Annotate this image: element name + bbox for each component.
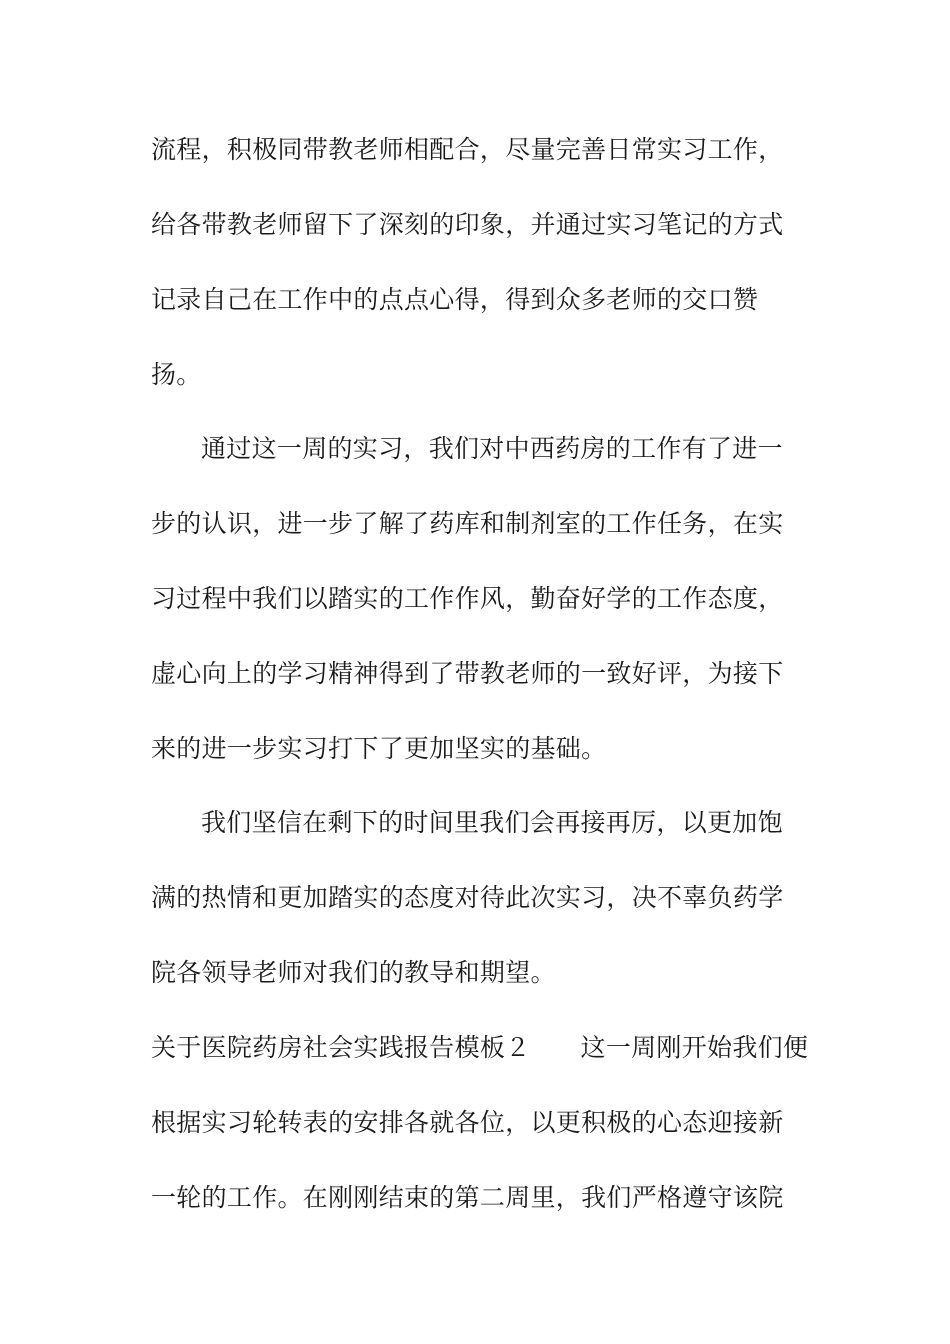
text-line: 给各带教老师留下了深刻的印象，并通过实习笔记的方式: [151, 210, 784, 239]
section-first-text: 这一周刚开始我们便: [580, 1033, 809, 1062]
text-line: 一轮的工作。在刚刚结束的第二周里，我们严格遵守该院: [151, 1183, 784, 1212]
paragraph-first-line: 通过这一周的实习，我们对中西药房的工作有了进一: [201, 434, 783, 463]
section-heading-line: [151, 1033, 808, 1063]
section-title: 关于医院药房社会实践报告模板２: [151, 1033, 531, 1062]
text-line: 虚心向上的学习精神得到了带教老师的一致好评，为接下: [151, 659, 784, 688]
text-line: 根据实习轮转表的安排各就各位，以更积极的心态迎接新: [151, 1108, 784, 1137]
text-line: 满的热情和更加踏实的态度对待此次实习，决不辜负药学: [151, 883, 784, 912]
text-line: 步的认识，进一步了解了药库和制剂室的工作任务，在实: [151, 509, 784, 538]
text-line: 院各领导老师对我们的教导和期望。: [151, 958, 556, 987]
text-line: 习过程中我们以踏实的工作作风，勤奋好学的工作态度，: [151, 584, 784, 613]
text-line: 来的进一步实习打下了更加坚实的基础。: [151, 734, 607, 763]
text-line: 扬。: [151, 360, 202, 389]
paragraph-first-line: 我们坚信在剩下的时间里我们会再接再厉，以更加饱: [201, 808, 783, 837]
text-line: 记录自己在工作中的点点心得，得到众多老师的交口赞: [151, 285, 759, 314]
text-line: 流程，积极同带教老师相配合，尽量完善日常实习工作，: [151, 135, 784, 164]
